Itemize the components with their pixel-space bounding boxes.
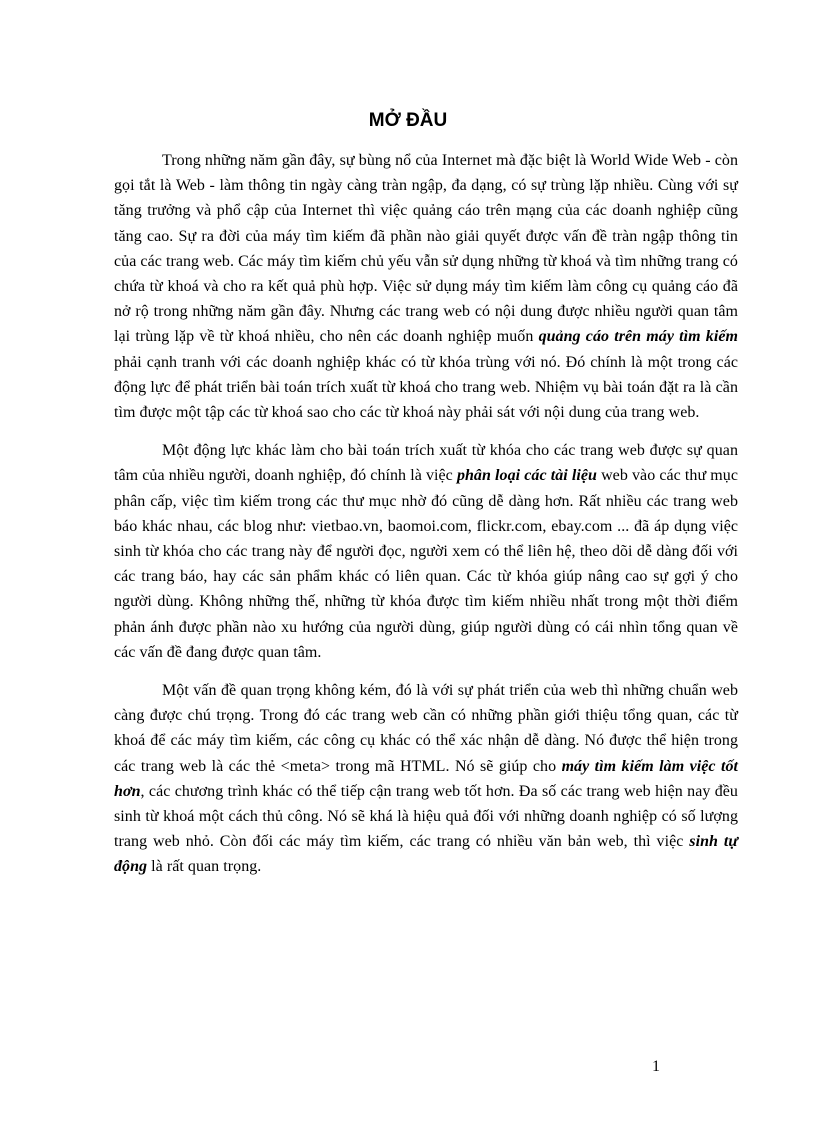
paragraph-text: , các chương trình khác có thể tiếp cận trang web tốt hơn. Đa số các trang web hiện nay đều sinh từ khoá một cách thủ công. Nó sẽ khá là hiệu quả đối với những doanh nghiệp có số lượng trang web nhỏ. Còn đối các máy tìm kiếm, các trang có nhiều văn bản web, thì việc xyxy=(114,782,738,851)
paragraph-text: phải cạnh tranh với các doanh nghiệp khác có từ khóa trùng với nó. Đó chính là một trong các động lực để phát triển bài toán trích xuất từ khoá cho trang web. Nhiệm vụ bài toán đặt ra là cần tìm được một tập các từ khoá sao cho các từ khoá này phải sát với nội dung của trang web. xyxy=(114,353,738,422)
emphasized-phrase: sinh tự động xyxy=(114,833,738,876)
emphasized-phrase: quảng cáo trên máy tìm kiếm xyxy=(538,328,738,346)
paragraph-text: Trong những năm gần đây, sự bùng nổ của Internet mà đặc biệt là World Wide Web - còn gọi tắt là Web - làm thông tin ngày càng tràn ngập, đa dạng, có sự trùng lặp nhiều. Cùng với sự tăng trưởng và phổ cập của Internet thì việc quảng cáo trên mạng của các doanh nghiệp cũng tăng cao. Sự ra đời của máy tìm kiếm đã phần nào giải quyết được vấn đề tràn ngập thông tin của các trang web. Các máy tìm kiếm chủ yếu vẫn sử dụng những từ khoá và tìm những trang có chứa từ khoá và cho ra kết quả phù hợp. Việc sử dụng máy tìm kiếm làm công cụ quảng cáo đã nở rộ trong những năm gần đây. Nhưng các trang web có nội dung được nhiều người quan tâm lại trùng lặp về từ khoá nhiều, cho nên các doanh nghiệp muốn xyxy=(114,152,738,346)
emphasized-phrase: phân loại các tài liệu xyxy=(456,467,597,485)
paragraph-text: Một động lực khác làm cho bài toán trích xuất từ khóa cho các trang web được sự quan tâm của nhiều người, doanh nghiệp, đó chính là việc xyxy=(114,442,738,485)
body-text xyxy=(114,148,738,893)
emphasized-phrase: máy tìm kiếm làm việc tốt hơn xyxy=(114,757,739,800)
paragraph-text: web vào các thư mục phân cấp, việc tìm kiếm trong các thư mục nhờ đó cũng dễ dàng hơn. Rất nhiều các trang web báo khác nhau, các blog như: vietbao.vn, baomoi.com, flickr.com, ebay.com ... đã áp dụng việc sinh từ khóa cho các trang này để người đọc, người xem có thể liên hệ, theo dõi dễ dàng đối với các trang báo, hay các sản phẩm khác có liên quan. Các từ khóa giúp nâng cao sự gợi ý cho người dùng. Không những thế, những từ khóa được tìm kiếm nhiều nhất trong một thời điểm phản ánh được phần nào xu hướng của người dùng, giúp người dùng có cái nhìn tổng quan về các vấn đề đang được quan tâm. xyxy=(114,467,739,661)
page-number: 1 xyxy=(652,1058,660,1075)
paragraph-1 xyxy=(114,148,738,425)
page-title: MỞ ĐẦU xyxy=(368,110,448,131)
paragraph-text: là rất quan trọng. xyxy=(147,858,262,876)
paragraph-2 xyxy=(114,438,738,665)
paragraph-text: Một vấn đề quan trọng không kém, đó là với sự phát triển của web thì những chuẩn web càng được chú trọng. Trong đó các trang web cần có những phần giới thiệu tổng quan, các từ khoá để các máy tìm kiếm, các công cụ khác có thể xác nhận dễ dàng. Nó được thể hiện trong các trang web là các thẻ <meta> trong mã HTML. Nó sẽ giúp cho xyxy=(114,682,738,775)
paragraph-3 xyxy=(114,678,738,880)
